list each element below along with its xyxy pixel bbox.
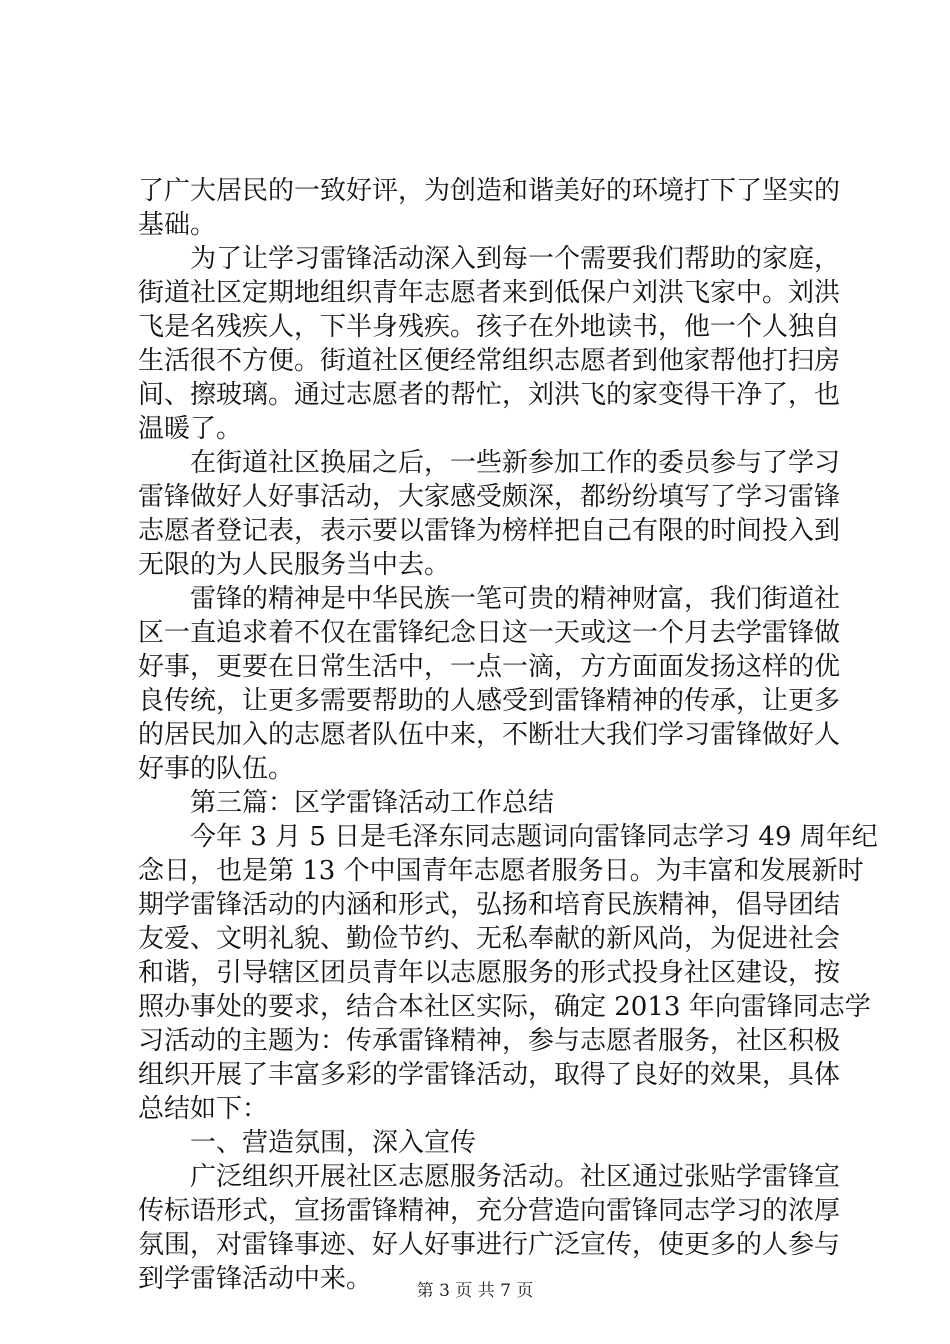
text-line: 为了让学习雷锋活动深入到每一个需要我们帮助的家庭， xyxy=(190,244,841,274)
text-line: 念日，也是第 13 个中国青年志愿者服务日。为丰富和发展新时 xyxy=(138,856,864,886)
text-line: 期学雷锋活动的内涵和形式，弘扬和培育民族精神，倡导团结 xyxy=(138,890,841,920)
section-heading: 第三篇：区学雷锋活动工作总结 xyxy=(190,788,555,818)
text-line: 区一直追求着不仅在雷锋纪念日这一天或这一个月去学雷锋做 xyxy=(138,618,841,648)
text-line: 间、擦玻璃。通过志愿者的帮忙，刘洪飞的家变得干净了，也 xyxy=(138,380,841,410)
text-line: 组织开展了丰富多彩的学雷锋活动，取得了良好的效果，具体 xyxy=(138,1060,841,1090)
text-line: 温暖了。 xyxy=(138,414,243,444)
text-line: 习活动的主题为：传承雷锋精神，参与志愿者服务，社区积极 xyxy=(138,1026,841,1056)
text-line: 友爱、文明礼貌、勤俭节约、无私奉献的新风尚，为促进社会 xyxy=(138,924,841,954)
text-line: 飞是名残疾人，下半身残疾。孩子在外地读书，他一个人独自 xyxy=(138,312,841,342)
text-line: 传标语形式，宣扬雷锋精神，充分营造向雷锋同志学习的浓厚 xyxy=(138,1196,841,1226)
text-line: 雷锋的精神是中华民族一笔可贵的精神财富，我们街道社 xyxy=(190,584,841,614)
text-line: 基础。 xyxy=(138,210,217,240)
text-line: 氛围，对雷锋事迹、好人好事进行广泛宣传，使更多的人参与 xyxy=(138,1230,841,1260)
body-text xyxy=(138,174,878,1296)
text-line: 生活很不方便。街道社区便经常组织志愿者到他家帮他打扫房 xyxy=(138,346,841,376)
text-line: 在街道社区换届之后，一些新参加工作的委员参与了学习 xyxy=(190,448,841,478)
text-line: 今年 3 月 5 日是毛泽东同志题词向雷锋同志学习 49 周年纪 xyxy=(190,822,878,852)
text-line: 好事的队伍。 xyxy=(138,754,295,784)
text-line: 和谐，引导辖区团员青年以志愿服务的形式投身社区建设，按 xyxy=(138,958,841,988)
text-line: 了广大居民的一致好评，为创造和谐美好的环境打下了坚实的 xyxy=(138,176,841,206)
text-line: 照办事处的要求，结合本社区实际，确定 2013 年向雷锋同志学 xyxy=(138,992,871,1022)
text-line: 的居民加入的志愿者队伍中来，不断壮大我们学习雷锋做好人 xyxy=(138,720,841,750)
text-line: 志愿者登记表，表示要以雷锋为榜样把自己有限的时间投入到 xyxy=(138,516,841,546)
text-line: 街道社区定期地组织青年志愿者来到低保户刘洪飞家中。刘洪 xyxy=(138,278,841,308)
subsection-heading: 一、营造氛围，深入宣传 xyxy=(190,1128,477,1158)
text-line: 广泛组织开展社区志愿服务活动。社区通过张贴学雷锋宣 xyxy=(190,1162,841,1192)
page-footer: 第 3 页 共 7 页 xyxy=(416,1281,534,1301)
text-line: 好事，更要在日常生活中，一点一滴，方方面面发扬这样的优 xyxy=(138,652,841,682)
text-line: 良传统，让更多需要帮助的人感受到雷锋精神的传承，让更多 xyxy=(138,686,841,716)
text-line: 无限的为人民服务当中去。 xyxy=(138,550,451,580)
text-line: 到学雷锋活动中来。 xyxy=(138,1264,373,1294)
text-line: 雷锋做好人好事活动，大家感受颇深，都纷纷填写了学习雷锋 xyxy=(138,482,841,512)
text-line: 总结如下： xyxy=(138,1094,269,1124)
